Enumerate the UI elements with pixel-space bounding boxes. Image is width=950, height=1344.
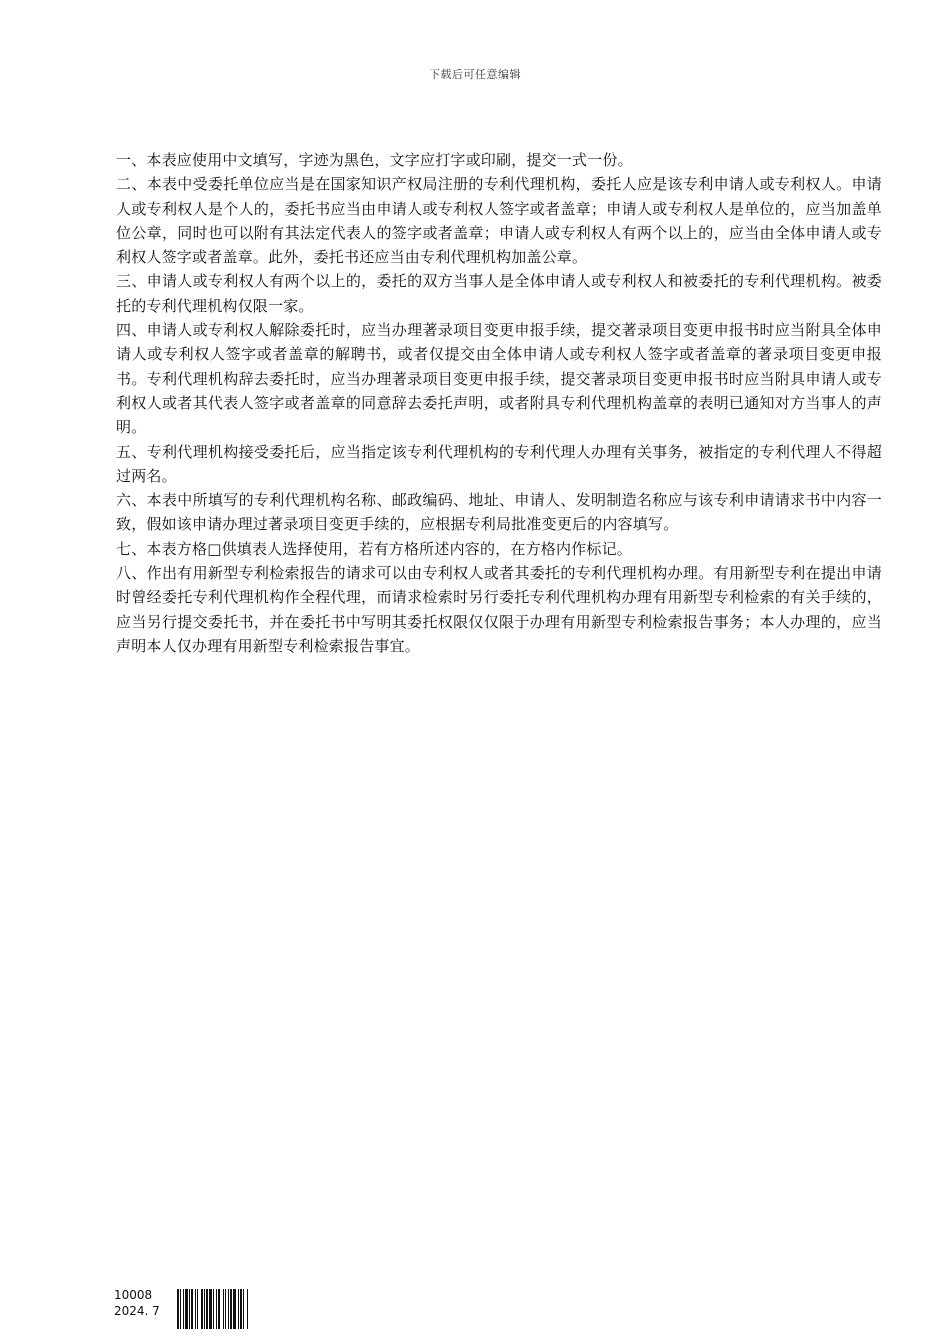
instruction-item-8: 八、作出有用新型专利检索报告的请求可以由专利权人或者其委托的专利代理机构办理。有用新型专利在提出申请时曾经委托专利代理机构作全程代理，而请求检索时另行委托专利代理机构办理有用新型专利检索的有关手续的，应当另行提交委托书，并在委托书中写明其委托权限仅仅限于办理有用新型专利检索报告事务；本人办理的，应当声明本人仅办理有用新型专利检索报告事宜。 <box>116 564 882 655</box>
instruction-item-5: 五、专利代理机构接受委托后，应当指定该专利代理机构的专利代理人办理有关事务，被指定的专利代理人不得超过两名。 <box>116 442 882 485</box>
instruction-item-3: 三、申请人或专利权人有两个以上的，委托的双方当事人是全体申请人或专利权人和被委托的专利代理机构。被委托的专利代理机构仅限一家。 <box>116 272 882 315</box>
instruction-item-2: 二、本表中受委托单位应当是在国家知识产权局注册的专利代理机构，委托人应是该专利申请人或专利权人。申请人或专利权人是个人的，委托书应当由申请人或专利权人签字或者盖章；申请人或专利权人是单位的，应当加盖单位公章，同时也可以附有其法定代表人的签字或者盖章；申请人或专利权人有两个以上的，应当由全体申请人或专利权人签字或者盖章。此外，委托书还应当由专利代理机构加盖公章。 <box>116 175 882 267</box>
form-code: 10008 <box>114 1288 153 1302</box>
barcode-icon <box>177 1289 273 1329</box>
instruction-item-7: 七、本表方格□供填表人选择使用，若有方格所述内容的，在方格内作标记。 <box>116 539 632 558</box>
instruction-item-1: 一、本表应使用中文填写，字迹为黑色，文字应打字或印刷，提交一式一份。 <box>116 151 633 169</box>
instruction-item-6: 六、本表中所填写的专利代理机构名称、邮政编码、地址、申请人、发明制造名称应与该专利申请请求书中内容一致，假如该申请办理过著录项目变更手续的，应根据专利局批准变更后的内容填写。 <box>116 491 882 534</box>
form-meta <box>114 1287 160 1319</box>
instructions-list <box>116 148 882 658</box>
form-date: 2024. 7 <box>114 1304 160 1318</box>
page-header: 下载后可任意编辑 <box>429 68 521 81</box>
instruction-item-4: 四、申请人或专利权人解除委托时，应当办理著录项目变更申报手续，提交著录项目变更申报书时应当附具全体申请人或专利权人签字或者盖章的解聘书，或者仅提交由全体申请人或专利权人签字或者盖章的著录项目变更申报书。专利代理机构辞去委托时，应当办理著录项目变更申报手续，提交著录项目变更申报书时应当附具申请人或专利权人或者其代表人签字或者盖章的同意辞去委托声明，或者附具专利代理机构盖章的表明已通知对方当事人的声明。 <box>116 321 882 437</box>
